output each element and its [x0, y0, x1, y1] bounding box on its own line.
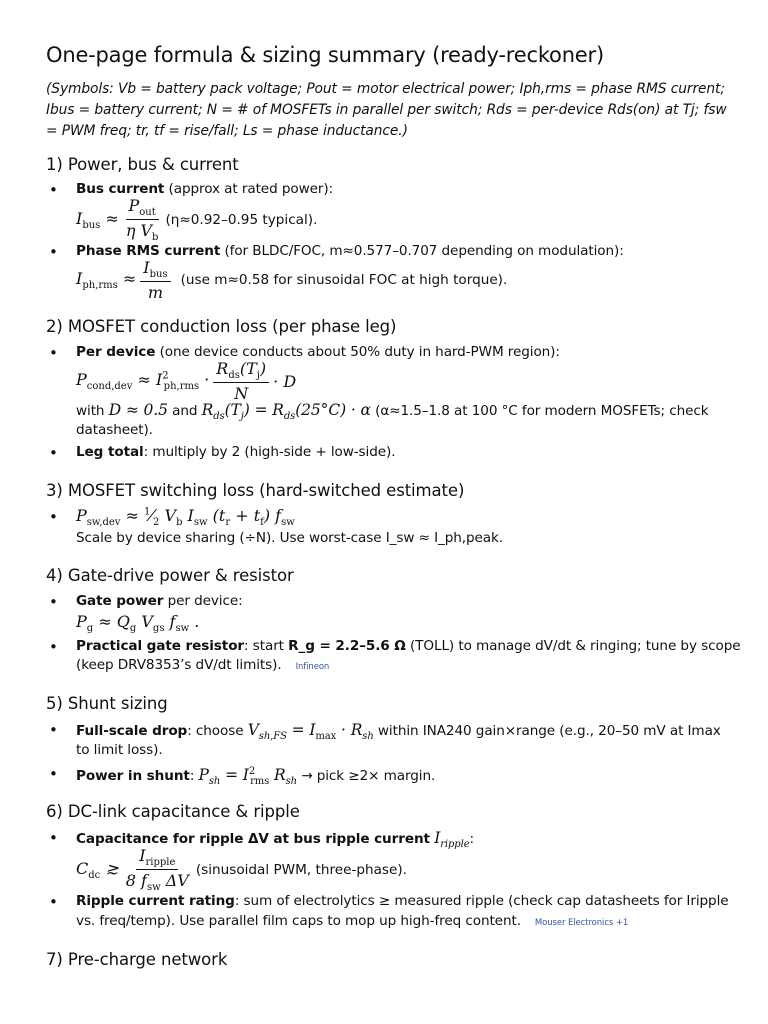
section-5-heading: 5) Shunt sizing: [46, 694, 168, 713]
bullet: •: [49, 638, 58, 656]
s6-ripple-rating-line: Ripple current rating: sum of electrolytics ≥ measured ripple (check cap datasheets for Iripple: [76, 893, 729, 909]
section-1-heading: 1) Power, bus & current: [46, 155, 239, 174]
section-2-heading: 2) MOSFET conduction loss (per phase leg): [46, 317, 397, 336]
modulation-note: (use m≈0.58 for sinusoidal FOC at high torque).: [180, 272, 508, 289]
pwm-note: (sinusoidal PWM, three-phase).: [195, 861, 408, 878]
source-link-infineon[interactable]: Infineon: [295, 662, 330, 672]
bullet: •: [49, 243, 58, 261]
s5-limit-loss-line: to limit loss).: [76, 742, 163, 758]
bullet: •: [49, 593, 58, 611]
section-3-heading: 3) MOSFET switching loss (hard-switched estimate): [46, 481, 465, 500]
section-7-heading: 7) Pre-charge network: [46, 950, 228, 969]
bullet: •: [49, 893, 58, 911]
bus-current-formula: $I_{bus}$ ≈ $\frac{P_{out}}{\eta V_b}$ (η≈0.92–0.95 typical).: [76, 196, 318, 244]
s4-dvdt-line: (keep DRV8353’s dV/dt limits). Infineon: [76, 657, 330, 673]
s1-phase-rms-line: Phase RMS current (for BLDC/FOC, m≈0.577–0.707 depending on modulation):: [76, 243, 624, 259]
s6-film-caps-line: vs. freq/temp). Use parallel film caps to mop up high-freq content. Mouser Electronics +1: [76, 913, 629, 929]
page-title: One-page formula & sizing summary (ready-reckoner): [46, 43, 604, 67]
s6-capacitance-line: Capacitance for ripple ΔV at bus ripple current $I_{ripple}$:: [76, 829, 475, 851]
efficiency-note: (η≈0.92–0.95 typical).: [165, 211, 318, 228]
dc-link-formula: $C_{dc}$ ≳ $\frac{I_{ripple}}{8 f_{sw} \Delta V}$ (sinusoidal PWM, three-phase).: [76, 846, 408, 894]
s5-shunt-power-line: Power in shunt: $P_{sh} = I^2_{rms}$ $R_{sh}$ → pick ≥2× margin.: [76, 766, 436, 788]
section-6-heading: 6) DC-link capacitance & ripple: [46, 802, 300, 821]
conduction-loss-formula: $P_{cond,dev} \approx I^2_{ph,rms}$ · $\frac{R_{ds}(T_j)}{N}$ · D: [76, 359, 297, 404]
s5-full-scale-line: Full-scale drop: choose $V_{sh,FS} = I_{max} \cdot R_{sh}$ within INA240 gain×range (e.g., 20–50 mV at Imax: [76, 721, 721, 743]
source-link-mouser[interactable]: Mouser Electronics +1: [534, 918, 629, 928]
bullet: •: [49, 508, 58, 526]
phase-rms-formula: $I_{ph,rms}$ ≈ $\frac{I_{bus}}{m}$ (use m≈0.58 for sinusoidal FOC at high torque).: [76, 258, 508, 303]
bullet: •: [49, 829, 58, 847]
s4-gate-power-line: Gate power per device:: [76, 593, 243, 609]
s2-with-line: with D ≈ 0.5 and $R_{ds}(T_j) = R_{ds}(25^\circ C) \cdot \alpha$ (α≈1.5–1.8 at 100 °C for modern MOSFETs; check: [76, 401, 709, 423]
s3-scale-line: Scale by device sharing (÷N). Use worst-case I_sw ≈ I_ph,peak.: [76, 530, 503, 546]
s1-bus-current-line: Bus current (approx at rated power):: [76, 181, 334, 197]
symbols-intro: (Symbols: Vb = battery pack voltage; Pout = motor electrical power; Iph,rms = phase RMS current; Ibus = battery current; N = # of MOSFETs in parallel per switch; Rds = per-device Rds(on) at Tj; fsw = PWM freq; tr, tf = rise/fall; Ls = phase inductance.): [46, 81, 727, 139]
s4-gate-resistor-line: Practical gate resistor: start R_g = 2.2–5.6 Ω (TOLL) to manage dV/dt & ringing; tune by scope: [76, 638, 741, 654]
bullet: •: [49, 344, 58, 362]
section-4-heading: 4) Gate-drive power & resistor: [46, 566, 294, 585]
bullet: •: [49, 765, 58, 783]
s2-leg-total-line: Leg total: multiply by 2 (high-side + low-side).: [76, 444, 396, 460]
switching-loss-formula: $P_{sw,dev}$ ≈ $^1⁄_2$ $V_b$ $I_{sw}$ $(t_r + t_f)$ $f_{sw}$: [76, 506, 295, 529]
bullet: •: [49, 721, 58, 739]
s2-per-device-line: Per device (one device conducts about 50% duty in hard-PWM region):: [76, 344, 560, 360]
bullet: •: [49, 444, 58, 462]
s2-datasheet-line: datasheet).: [76, 422, 153, 438]
gate-power-formula: $P_g \approx Q_g$ $V_{gs}$ $f_{sw}$ .: [76, 612, 200, 635]
bullet: •: [49, 181, 58, 199]
